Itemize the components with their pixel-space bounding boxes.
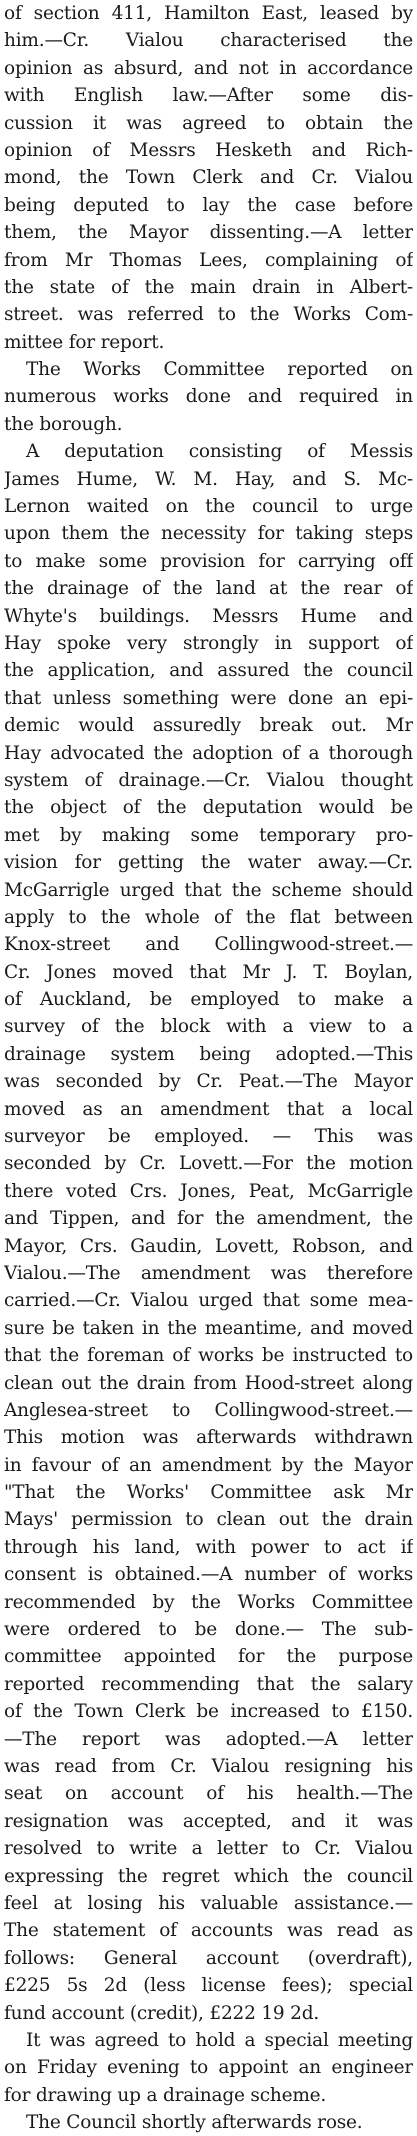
text-line: survey of the block with a view to a [4, 1016, 413, 1038]
text-line: seat on account of his health.—The [4, 1783, 413, 1805]
text-line: met by making some temporary pro- [4, 824, 413, 846]
text-line: system of drainage.—Cr. Vialou thought [4, 769, 413, 791]
text-line: of Auckland, be employed to make a [4, 989, 413, 1011]
text-line: The Works Committee reported on [26, 359, 413, 381]
text-line: reported recommending that the salary [4, 1673, 413, 1695]
text-line: in favour of an amendment by the Mayor [4, 1454, 413, 1476]
text-line: McGarrigle urged that the scheme should [4, 879, 413, 901]
text-line: —The report was adopted.—A letter [4, 1728, 413, 1750]
text-line: committee appointed for the purpose [4, 1646, 413, 1668]
text-line: there voted Crs. Jones, Peat, McGarrigle [4, 1180, 413, 1202]
text-line: through his land, with power to act if [4, 1536, 413, 1558]
text-line: apply to the whole of the flat between [4, 906, 413, 928]
text-line: to make some provision for carrying off [4, 550, 413, 572]
text-line: The Council shortly afterwards rose. [26, 2112, 363, 2134]
text-line: follows: General account (overdraft), [4, 1947, 413, 1969]
text-line: expressing the regret which the council [4, 1865, 413, 1887]
text-line: Mays' permission to clean out the drain [4, 1509, 413, 1531]
newspaper-column [4, 0, 413, 2134]
text-line: resolved to write a letter to Cr. Vialou [4, 1838, 413, 1860]
text-line: Mayor, Crs. Gaudin, Lovett, Robson, and [4, 1235, 413, 1257]
text-line: £225 5s 2d (less license fees); special [4, 1975, 413, 1997]
text-line: opinion as absurd, and not in accordance [4, 57, 413, 79]
text-line: moved as an amendment that a local [4, 1098, 413, 1120]
text-line: mittee for report. [4, 331, 165, 353]
text-line: drainage system being adopted.—This [4, 1043, 413, 1065]
text-line: This motion was afterwards withdrawn [4, 1427, 413, 1449]
text-line: that unless something were done an epi- [4, 687, 413, 709]
text-line: upon them the necessity for taking steps [4, 523, 413, 545]
text-line: the drainage of the land at the rear of [4, 578, 413, 600]
text-line: Anglesea-street to Collingwood-street.— [4, 1399, 413, 1421]
text-line: was seconded by Cr. Peat.—The Mayor [4, 1071, 413, 1093]
text-line: them, the Mayor dissenting.—A letter [4, 222, 413, 244]
text-line: from Mr Thomas Lees, complaining of [4, 249, 413, 271]
text-line: vision for getting the water away.—Cr. [4, 852, 413, 874]
text-line: demic would assuredly break out. Mr [4, 715, 413, 737]
text-line: the borough. [4, 413, 123, 435]
text-line: being deputed to lay the case before [4, 194, 413, 216]
text-line: fund account (credit), £222 19 2d. [4, 2002, 320, 2024]
text-line: "That the Works' Committee ask Mr [4, 1482, 413, 1504]
text-line: carried.—Cr. Vialou urged that some mea- [4, 1290, 413, 1312]
text-line: the state of the main drain in Albert- [4, 276, 413, 298]
text-line: numerous works done and required in [4, 386, 413, 408]
text-line: of section 411, Hamilton East, leased by [4, 3, 413, 24]
text-line: consent is obtained.—A number of works [4, 1564, 413, 1586]
text-line: Cr. Jones moved that Mr J. T. Boylan, [4, 961, 413, 983]
text-line: and Tippen, and for the amendment, the [4, 1208, 413, 1230]
text-line: mond, the Town Clerk and Cr. Vialou [4, 167, 413, 189]
text-line: the application, and assured the council [4, 660, 413, 682]
text-line: seconded by Cr. Lovett.—For the motion [4, 1153, 413, 1175]
text-line: opinion of Messrs Hesketh and Rich- [4, 139, 413, 161]
text-line: James Hume, W. M. Hay, and S. Mc- [4, 468, 413, 490]
text-line: of the Town Clerk be increased to £150. [4, 1701, 413, 1723]
text-line: recommended by the Works Committee [4, 1591, 413, 1613]
text-line: was read from Cr. Vialou resigning his [4, 1756, 413, 1777]
text-line: Hay spoke very strongly in support of [4, 632, 413, 654]
text-line: sure be taken in the meantime, and moved [4, 1317, 413, 1339]
text-line: The statement of accounts was read as [4, 1920, 413, 1942]
text-line: resignation was accepted, and it was [4, 1810, 413, 1832]
text-line: Lernon waited on the council to urge [4, 496, 413, 518]
text-line: Hay advocated the adoption of a thorough [4, 742, 413, 764]
text-line: street. was referred to the Works Com- [4, 304, 413, 326]
text-line: It was agreed to hold a special meeting [26, 2029, 413, 2051]
text-line: Whyte's buildings. Messrs Hume and [4, 605, 413, 627]
text-line: the object of the deputation would be [4, 797, 413, 819]
text-line: surveyor be employed. — This was [4, 1126, 413, 1148]
text-line: cussion it was agreed to obtain the [4, 112, 413, 134]
text-line: Knox-street and Collingwood-street.— [4, 934, 413, 956]
text-line: A deputation consisting of Messis [26, 441, 413, 463]
text-line: that the foreman of works be instructed to [4, 1345, 413, 1367]
text-line: Vialou.—The amendment was therefore [4, 1262, 413, 1284]
text-line: him.—Cr. Vialou characterised the [4, 30, 413, 52]
text-line: for drawing up a drainage scheme. [4, 2084, 327, 2106]
text-line: with English law.—After some dis- [4, 85, 413, 107]
text-line: on Friday evening to appoint an engineer [4, 2057, 413, 2079]
text-line: clean out the drain from Hood-street along [4, 1372, 413, 1394]
text-line: were ordered to be done.— The sub- [4, 1619, 413, 1641]
text-line: feel at losing his valuable assistance.— [4, 1892, 413, 1914]
